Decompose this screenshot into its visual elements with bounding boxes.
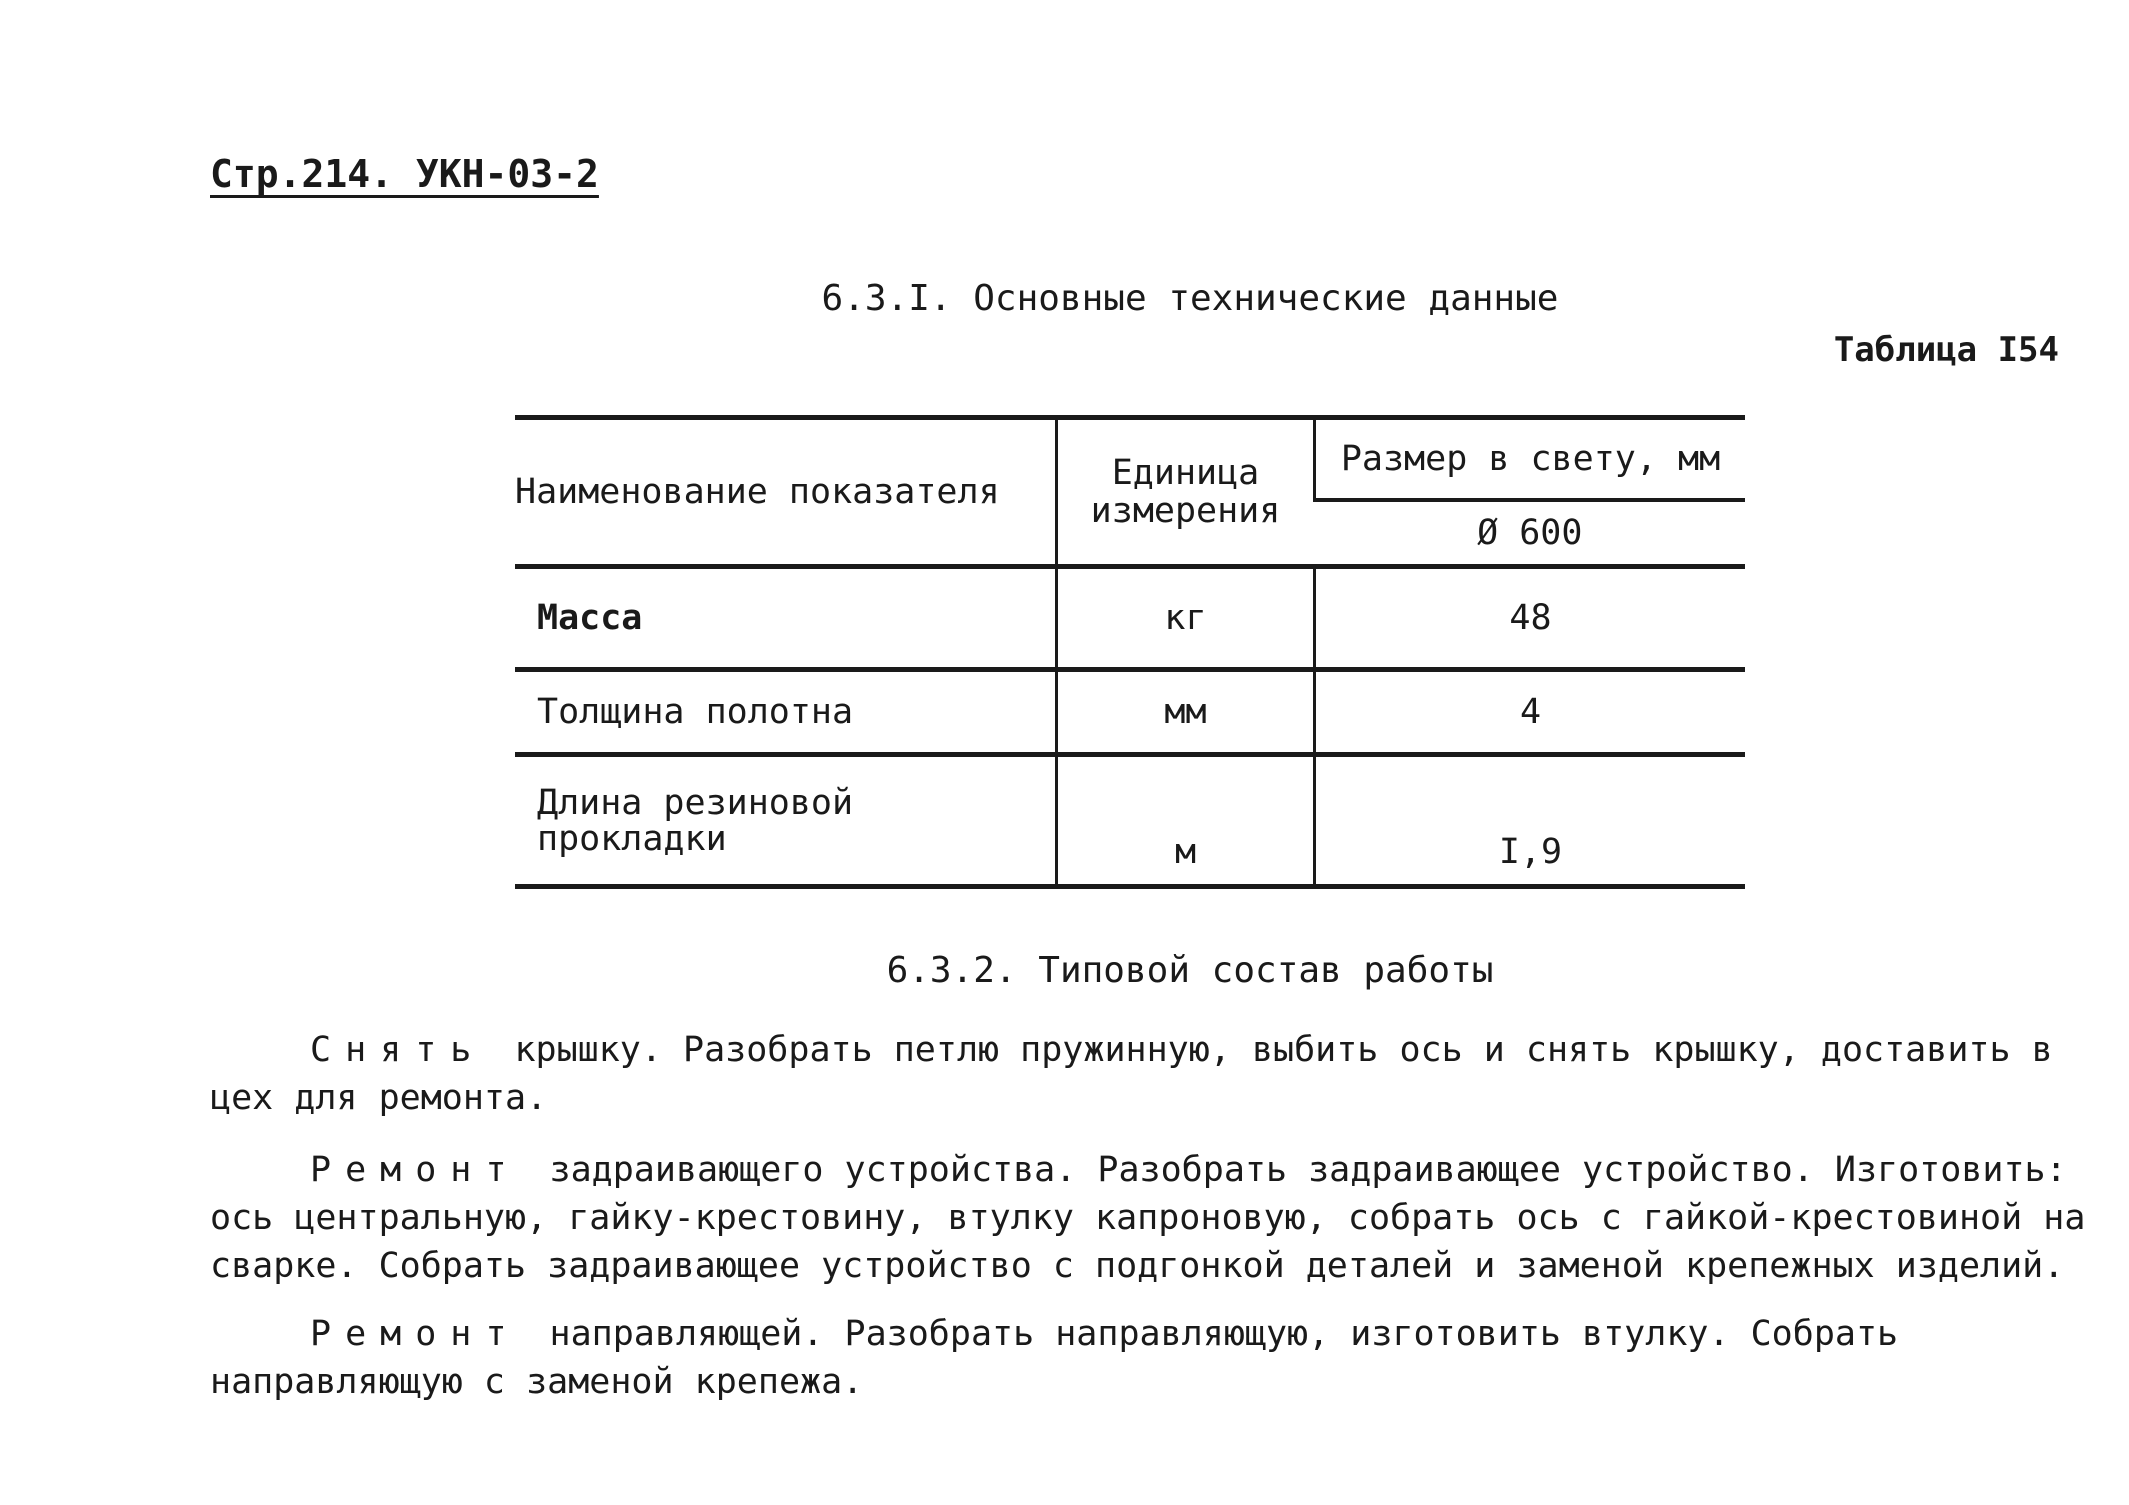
- work-paragraph: [210, 1146, 2120, 1290]
- paragraph-lead: Ремонт: [310, 1314, 521, 1354]
- row-value: 48: [1315, 567, 1746, 670]
- section-title-tech-data: 6.3.I. Основные технические данные: [821, 278, 1559, 319]
- table-row: [515, 670, 1745, 755]
- row-name-line1: Длина резиновой: [537, 782, 854, 823]
- work-paragraph: [210, 1310, 2120, 1406]
- row-unit: кг: [1057, 567, 1315, 670]
- row-value: I,9: [1315, 755, 1746, 887]
- table-row: [515, 755, 1745, 887]
- header-unit: [1057, 418, 1315, 567]
- paragraph-text: крышку. Разобрать петлю пружинную, выбить ось и снять крышку, доставить в цех для ремонта.: [210, 1030, 2053, 1118]
- paragraph-lead: Снять: [310, 1030, 486, 1070]
- table-body: [515, 567, 1745, 887]
- row-unit: м: [1057, 755, 1315, 887]
- row-value: 4: [1315, 670, 1746, 755]
- tech-data-table: [515, 415, 1745, 889]
- row-name: Масса: [515, 567, 1057, 670]
- header-unit-line2: измерения: [1090, 491, 1281, 531]
- header-diameter: Ø 600: [1315, 500, 1746, 567]
- row-unit: мм: [1057, 670, 1315, 755]
- row-name: [515, 755, 1057, 887]
- row-name-line2: прокладки: [537, 818, 727, 859]
- table-header: [515, 418, 1745, 567]
- header-name: Наименование показателя: [515, 418, 1057, 567]
- paragraph-lead: Ремонт: [310, 1150, 521, 1190]
- header-size: Размер в свету, мм: [1315, 418, 1746, 501]
- page-header: Стр.214. УКН-03-2: [210, 152, 599, 196]
- table-header-row: [515, 418, 1745, 501]
- header-unit-line1: Единица: [1111, 453, 1260, 493]
- table-label: Таблица I54: [1833, 330, 2059, 370]
- table-row: [515, 567, 1745, 670]
- paragraph-text: направляющей. Разобрать направляющую, изготовить втулку. Собрать направляющую с заменой крепежа.: [210, 1314, 1899, 1402]
- section-title-work: 6.3.2. Типовой состав работы: [886, 950, 1494, 991]
- row-name: Толщина полотна: [515, 670, 1057, 755]
- work-paragraph: [210, 1026, 2120, 1122]
- paragraph-text: задраивающего устройства. Разобрать задраивающее устройство. Изготовить: ось центральную, гайку-крестовину, втулку капроновую, собрать ось с гайкой-крестовиной на сварке. Собрать задраивающее устройство с подгонкой деталей и заменой крепежных изделий.: [210, 1150, 2086, 1286]
